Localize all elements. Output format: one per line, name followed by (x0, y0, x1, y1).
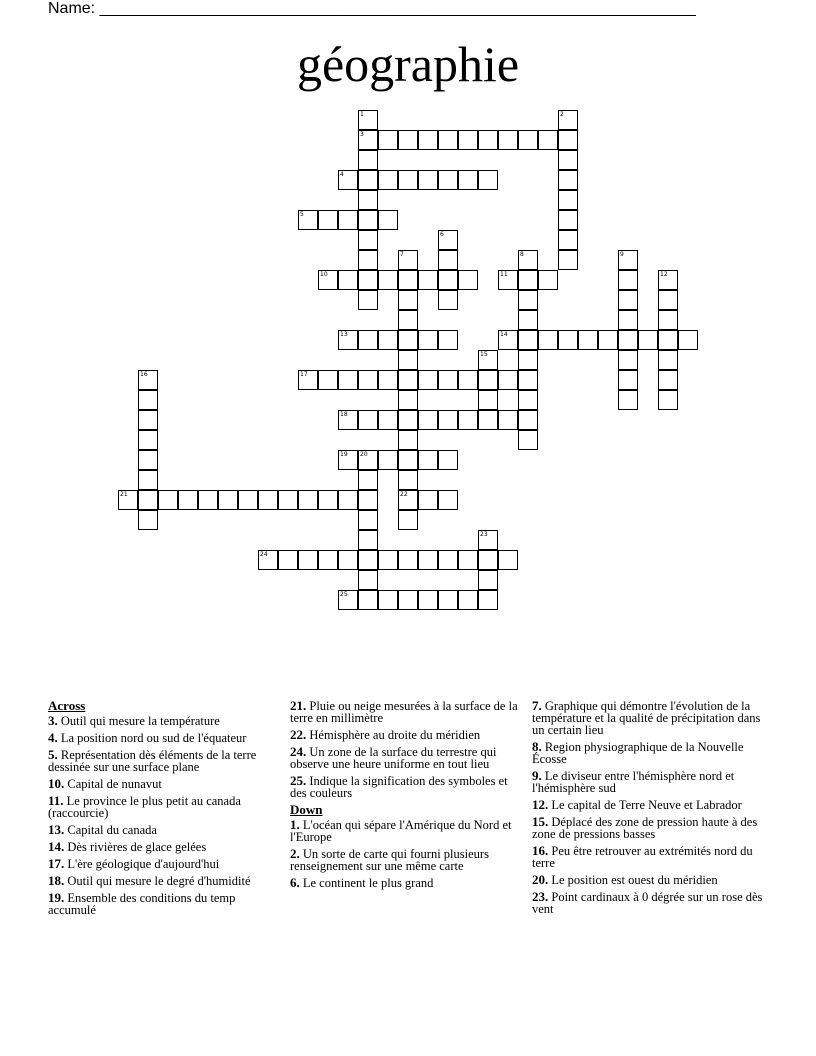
grid-cell[interactable] (618, 330, 638, 350)
clue-across-4: 4. La position nord ou sud de l'équateur (48, 730, 247, 745)
clues-column-2 (290, 700, 526, 894)
clue-number-5: 5 (300, 211, 304, 218)
grid-cell[interactable] (358, 410, 378, 430)
grid-cell[interactable] (478, 590, 498, 610)
clue-number-4: 4 (340, 171, 344, 178)
grid-cell[interactable] (318, 210, 338, 230)
clue-across-19: 19. Ensemble des conditions du temp accumulé (48, 890, 236, 917)
grid-cell[interactable] (378, 210, 398, 230)
grid-cell[interactable] (378, 130, 398, 150)
grid-cell[interactable] (418, 490, 438, 510)
clue-number-9: 9 (620, 251, 624, 258)
grid-cell[interactable] (538, 330, 558, 350)
grid-cell[interactable] (438, 330, 458, 350)
grid-cell[interactable] (458, 590, 478, 610)
clue-across-24: 24. Un zone de la surface du terrestre qui observe une heure uniforme en tout lieu (290, 744, 497, 771)
clue-number-23: 23 (480, 531, 488, 538)
grid-cell[interactable] (138, 490, 158, 510)
grid-cell[interactable] (438, 490, 458, 510)
grid-cell[interactable] (558, 230, 578, 250)
grid-cell[interactable] (358, 230, 378, 250)
grid-cell[interactable] (618, 310, 638, 330)
grid-cell[interactable] (398, 370, 418, 390)
clue-down-23: 23. Point cardinaux à 0 dégrée sur un rose dès vent (532, 889, 763, 916)
grid-cell[interactable] (658, 350, 678, 370)
grid-cell[interactable] (318, 370, 338, 390)
grid-cell[interactable] (678, 330, 698, 350)
grid-cell[interactable] (578, 330, 598, 350)
grid-cell[interactable] (418, 330, 438, 350)
grid-cell[interactable] (398, 590, 418, 610)
grid-cell[interactable] (598, 330, 618, 350)
clue-down-2: 2. Un sorte de carte qui fourni plusieurs renseignement sur une même carte (290, 846, 489, 873)
down-heading: Down (290, 802, 323, 817)
grid-cell[interactable] (458, 170, 478, 190)
grid-cell[interactable] (358, 190, 378, 210)
clue-number-1: 1 (360, 111, 364, 118)
clue-across-14: 14. Dès rivières de glace gelées (48, 839, 207, 854)
clue-down-16: 16. Peu être retrouver au extrémités nord du terre (532, 843, 753, 870)
grid-cell[interactable] (398, 550, 418, 570)
clue-number-17: 17 (300, 371, 308, 378)
clue-number-20: 20 (360, 451, 368, 458)
grid-cell[interactable] (438, 590, 458, 610)
grid-cell[interactable] (638, 330, 658, 350)
grid-cell[interactable] (418, 170, 438, 190)
grid-cell[interactable] (138, 390, 158, 410)
grid-cell[interactable] (378, 410, 398, 430)
grid-cell[interactable] (398, 170, 418, 190)
clue-down-20: 20. Le position est ouest du méridien (532, 872, 718, 887)
grid-cell[interactable] (378, 170, 398, 190)
grid-cell[interactable] (358, 550, 378, 570)
clue-number-24: 24 (260, 551, 268, 558)
grid-cell[interactable] (318, 490, 338, 510)
page-title: géographie (296, 36, 520, 92)
grid-cell[interactable] (398, 510, 418, 530)
clue-number-12: 12 (660, 271, 668, 278)
grid-cell[interactable] (358, 490, 378, 510)
grid-cell[interactable] (518, 290, 538, 310)
grid-cell[interactable] (398, 330, 418, 350)
grid-cell[interactable] (438, 290, 458, 310)
grid-cell[interactable] (518, 130, 538, 150)
clue-down-12: 12. Le capital de Terre Neuve et Labrador (532, 797, 742, 812)
grid-cell[interactable] (478, 370, 498, 390)
grid-cell[interactable] (198, 490, 218, 510)
grid-cell[interactable] (438, 550, 458, 570)
clue-number-22: 22 (400, 491, 408, 498)
grid-cell[interactable] (418, 590, 438, 610)
grid-cell[interactable] (618, 290, 638, 310)
grid-cell[interactable] (358, 570, 378, 590)
grid-cell[interactable] (438, 270, 458, 290)
grid-cell[interactable] (558, 210, 578, 230)
clue-across-5: 5. Représentation dès éléments de la terre dessinée sur une surface plane (48, 747, 257, 774)
grid-cell[interactable] (398, 450, 418, 470)
grid-cell[interactable] (138, 410, 158, 430)
clue-number-15: 15 (480, 351, 488, 358)
grid-cell[interactable] (358, 530, 378, 550)
clues-column-1 (48, 700, 280, 921)
clue-across-21: 21. Pluie ou neige mesurées à la surface de la terre en millimètre (290, 698, 518, 725)
grid-cell[interactable] (298, 550, 318, 570)
grid-cell[interactable] (518, 410, 538, 430)
grid-cell[interactable] (138, 470, 158, 490)
grid-cell[interactable] (378, 450, 398, 470)
clue-across-13: 13. Capital du canada (48, 822, 157, 837)
grid-cell[interactable] (358, 470, 378, 490)
clue-down-9: 9. Le diviseur entre l'hémisphère nord et l'hémisphère sud (532, 768, 735, 795)
grid-cell[interactable] (558, 250, 578, 270)
grid-cell[interactable] (618, 350, 638, 370)
grid-cell[interactable] (378, 330, 398, 350)
grid-cell[interactable] (458, 270, 478, 290)
grid-cell[interactable] (658, 370, 678, 390)
clue-across-25: 25. Indique la signification des symboles et des couleurs (290, 773, 508, 800)
grid-cell[interactable] (358, 330, 378, 350)
grid-cell[interactable] (518, 330, 538, 350)
clue-number-14: 14 (500, 331, 508, 338)
grid-cell[interactable] (538, 270, 558, 290)
grid-cell[interactable] (458, 410, 478, 430)
grid-cell[interactable] (378, 270, 398, 290)
grid-cell[interactable] (518, 430, 538, 450)
grid-cell[interactable] (418, 130, 438, 150)
clue-number-2: 2 (560, 111, 564, 118)
grid-cell[interactable] (618, 370, 638, 390)
grid-cell[interactable] (138, 430, 158, 450)
clues-column-3 (532, 700, 768, 920)
grid-cell[interactable] (658, 390, 678, 410)
grid-cell[interactable] (358, 370, 378, 390)
name-field-label: Name: ___________________________________________________________________ (48, 0, 696, 17)
grid-cell[interactable] (358, 290, 378, 310)
clue-number-13: 13 (340, 331, 348, 338)
clue-across-11: 11. Le province le plus petit au canada (raccourcie) (48, 793, 241, 820)
grid-cell[interactable] (358, 510, 378, 530)
clue-number-21: 21 (120, 491, 128, 498)
clue-down-7: 7. Graphique qui démontre l'évolution de la température et la qualité de précipitation dans un certain lieu (532, 698, 761, 737)
grid-cell[interactable] (418, 270, 438, 290)
grid-cell[interactable] (398, 470, 418, 490)
grid-cell[interactable] (338, 370, 358, 390)
grid-cell[interactable] (478, 130, 498, 150)
clue-number-7: 7 (400, 251, 404, 258)
grid-cell[interactable] (418, 550, 438, 570)
grid-cell[interactable] (218, 490, 238, 510)
grid-cell[interactable] (618, 270, 638, 290)
grid-cell[interactable] (458, 550, 478, 570)
grid-cell[interactable] (478, 570, 498, 590)
across-heading: Across (48, 698, 86, 713)
grid-cell[interactable] (518, 310, 538, 330)
grid-cell[interactable] (438, 170, 458, 190)
grid-cell[interactable] (398, 390, 418, 410)
grid-cell[interactable] (398, 130, 418, 150)
grid-cell[interactable] (418, 370, 438, 390)
grid-cell[interactable] (358, 590, 378, 610)
grid-cell[interactable] (658, 310, 678, 330)
grid-cell[interactable] (438, 130, 458, 150)
grid-cell[interactable] (438, 450, 458, 470)
grid-cell[interactable] (318, 550, 338, 570)
grid-cell[interactable] (558, 190, 578, 210)
grid-cell[interactable] (418, 410, 438, 430)
grid-cell[interactable] (558, 150, 578, 170)
grid-cell[interactable] (498, 550, 518, 570)
grid-cell[interactable] (518, 270, 538, 290)
clue-across-18: 18. Outil qui mesure le degré d'humidité (48, 873, 251, 888)
grid-cell[interactable] (398, 310, 418, 330)
grid-cell[interactable] (358, 270, 378, 290)
clue-down-6: 6. Le continent le plus grand (290, 875, 434, 890)
clue-number-10: 10 (320, 271, 328, 278)
clue-number-6: 6 (440, 231, 444, 238)
grid-cell[interactable] (358, 250, 378, 270)
clue-number-3: 3 (360, 131, 364, 138)
grid-cell[interactable] (398, 410, 418, 430)
grid-cell[interactable] (458, 130, 478, 150)
clue-number-18: 18 (340, 411, 348, 418)
clue-number-19: 19 (340, 451, 348, 458)
grid-cell[interactable] (438, 250, 458, 270)
grid-cell[interactable] (378, 550, 398, 570)
clue-number-8: 8 (520, 251, 524, 258)
grid-cell[interactable] (518, 390, 538, 410)
clue-across-17: 17. L'ère géologique d'aujourd'hui (48, 856, 220, 871)
clue-across-3: 3. Outil qui mesure la température (48, 713, 220, 728)
clue-number-11: 11 (500, 271, 508, 278)
grid-cell[interactable] (658, 330, 678, 350)
grid-cell[interactable] (498, 370, 518, 390)
grid-cell[interactable] (338, 490, 358, 510)
grid-cell[interactable] (398, 430, 418, 450)
grid-cell[interactable] (378, 370, 398, 390)
grid-cell[interactable] (618, 390, 638, 410)
grid-cell[interactable] (518, 370, 538, 390)
grid-cell[interactable] (298, 490, 318, 510)
grid-cell[interactable] (498, 410, 518, 430)
grid-cell[interactable] (438, 370, 458, 390)
grid-cell[interactable] (338, 210, 358, 230)
grid-cell[interactable] (478, 550, 498, 570)
grid-cell[interactable] (498, 130, 518, 150)
grid-cell[interactable] (418, 450, 438, 470)
grid-cell[interactable] (478, 390, 498, 410)
grid-cell[interactable] (358, 210, 378, 230)
grid-cell[interactable] (658, 290, 678, 310)
clue-number-16: 16 (140, 371, 148, 378)
clue-down-1: 1. L'océan qui sépare l'Amérique du Nord et l'Europe (290, 817, 512, 844)
clue-number-25: 25 (340, 591, 348, 598)
grid-cell[interactable] (138, 450, 158, 470)
grid-cell[interactable] (558, 170, 578, 190)
grid-cell[interactable] (398, 350, 418, 370)
grid-cell[interactable] (558, 330, 578, 350)
clue-down-15: 15. Déplacé des zone de pression haute à des zone de pressions basses (532, 814, 758, 841)
grid-cell[interactable] (558, 130, 578, 150)
grid-cell[interactable] (518, 350, 538, 370)
grid-cell[interactable] (398, 270, 418, 290)
grid-cell[interactable] (338, 550, 358, 570)
clue-across-22: 22. Hémisphère au droite du méridien (290, 727, 481, 742)
grid-cell[interactable] (338, 270, 358, 290)
grid-cell[interactable] (138, 510, 158, 530)
grid-cell[interactable] (458, 370, 478, 390)
grid-cell[interactable] (538, 130, 558, 150)
grid-cell[interactable] (178, 490, 198, 510)
grid-cell[interactable] (158, 490, 178, 510)
grid-cell[interactable] (258, 490, 278, 510)
grid-cell[interactable] (478, 170, 498, 190)
grid-cell[interactable] (378, 590, 398, 610)
grid-cell[interactable] (278, 490, 298, 510)
grid-cell[interactable] (278, 550, 298, 570)
clue-across-10: 10. Capital de nunavut (48, 776, 162, 791)
grid-cell[interactable] (358, 150, 378, 170)
grid-cell[interactable] (238, 490, 258, 510)
grid-cell[interactable] (358, 170, 378, 190)
grid-cell[interactable] (478, 410, 498, 430)
clue-down-8: 8. Region physiographique de la Nouvelle Écosse (532, 739, 744, 766)
grid-cell[interactable] (438, 410, 458, 430)
grid-cell[interactable] (398, 290, 418, 310)
